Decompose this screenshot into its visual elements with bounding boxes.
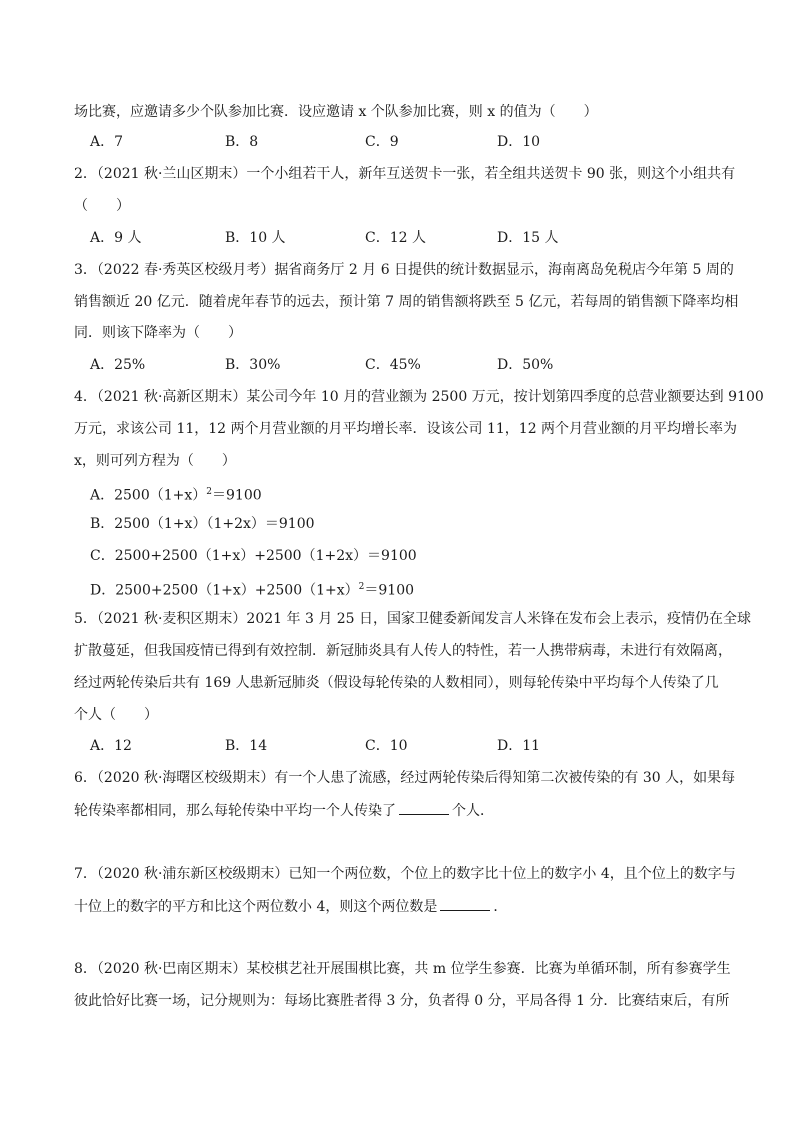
q1-options (90, 132, 730, 152)
q6-stem-line-1: 6．（2020 秋·海曙区校级期末）有一个人患了流感，经过两轮传染后得知第二次被传染的有 30 人，如果每 (74, 770, 736, 786)
q2-option-d: D．15 人 (497, 230, 559, 246)
q2-option-a: A．9 人 (90, 230, 142, 246)
q3-stem-line-1: 3．（2022 春·秀英区校级月考）据省商务厅 2 月 6 日提供的统计数据显示，海南离岛免税店今年第 5 周的 (74, 262, 734, 278)
q5-options (90, 736, 730, 756)
q1-option-d: D．10 (497, 134, 541, 150)
q5-option-d: D．11 (497, 738, 541, 754)
q3-stem-line-3: 同．则该下降率为（ ） (74, 325, 242, 341)
q1-stem-tail: 场比赛，应邀请多少个队参加比赛．设应邀请 x 个队参加比赛，则 x 的值为（ ） (74, 104, 598, 120)
q1-option-a: A．7 (90, 134, 124, 150)
q3-option-a: A．25% (90, 357, 146, 373)
q5-option-a: A．12 (90, 738, 132, 754)
q3-option-b: B．30% (225, 357, 281, 373)
q2-stem-line-2: （ ） (74, 198, 130, 214)
q3-stem-line-2: 销售额近 20 亿元．随着虎年春节的远去，预计第 7 周的销售额将跌至 5 亿元，若每周的销售额下降率均相 (74, 294, 739, 310)
q2-option-c: C．12 人 (365, 230, 426, 246)
q4-stem-line-3: x，则可列方程为（ ） (74, 453, 236, 469)
q7-answer-blank[interactable] (440, 896, 490, 911)
q6-answer-blank[interactable] (399, 800, 449, 815)
q3-option-d: D．50% (497, 357, 554, 373)
q2-stem-line-1: 2．（2021 秋·兰山区期末）一个小组若干人，新年互送贺卡一张，若全组共送贺卡 90 张，则这个小组共有 (74, 166, 736, 182)
q1-option-b: B．8 (225, 134, 259, 150)
q3-options (90, 355, 730, 375)
q5-stem-line-1: 5．（2021 秋·麦积区期末）2021 年 3 月 25 日，国家卫健委新闻发言人米锋在发布会上表示，疫情仍在全球 (74, 611, 752, 627)
q4-option-c: C．2500+2500（1+x）+2500（1+2x）＝9100 (90, 548, 417, 564)
q4-stem-line-2: 万元，求该公司 11，12 两个月营业额的月平均增长率．设该公司 11，12 两个月营业额的月平均增长率为 (74, 421, 738, 437)
q7-stem-line-2: 十位上的数字的平方和比这个两位数小 4，则这个两位数是 ． (74, 896, 507, 917)
q4-option-b: B．2500（1+x）（1+2x）＝9100 (90, 516, 315, 532)
q4-option-a: A．$2500(1+x)^2=9100$ (90, 487, 262, 504)
q4-stem-line-1: 4．（2021 秋·高新区期末）某公司今年 10 月的营业额为 2500 万元，按计划第四季度的总营业额要达到 9100 (74, 389, 764, 405)
q5-option-c: C．10 (365, 738, 408, 754)
q5-stem-line-3: 经过两轮传染后共有 169 人患新冠肺炎（假设每轮传染的人数相同），则每轮传染中平均每个人传染了几 (74, 675, 719, 691)
q7-stem-line-1: 7．（2020 秋·浦东新区校级期末）已知一个两位数，个位上的数字比十位上的数字小 4，且个位上的数字与 (74, 866, 736, 882)
q4-option-d: D．$2500+2500(1+x)+2500(1+x)^2=9100$ (90, 582, 415, 599)
q3-option-c: C．45% (365, 357, 421, 373)
q1-option-c: C．9 (365, 134, 399, 150)
q5-stem-line-4: 个人（ ） (74, 707, 158, 723)
q2-option-b: B．10 人 (225, 230, 286, 246)
q5-stem-line-2: 扩散蔓延，但我国疫情已得到有效控制．新冠肺炎具有人传人的特性，若一人携带病毒，未进行有效隔离， (74, 643, 732, 659)
q6-stem-line-2: 轮传染率都相同，那么每轮传染中平均一个人传染了 个人． (74, 800, 494, 821)
q2-options (90, 228, 730, 248)
q5-option-b: B．14 (225, 738, 268, 754)
q8-stem-line-2: 彼此恰好比赛一场，记分规则为：每场比赛胜者得 3 分，负者得 0 分，平局各得 1 分．比赛结束后，有所 (74, 993, 730, 1009)
q8-stem-line-1: 8．（2020 秋·巴南区期末）某校棋艺社开展围棋比赛，共 m 位学生参赛．比赛为单循环制，所有参赛学生 (74, 961, 731, 977)
